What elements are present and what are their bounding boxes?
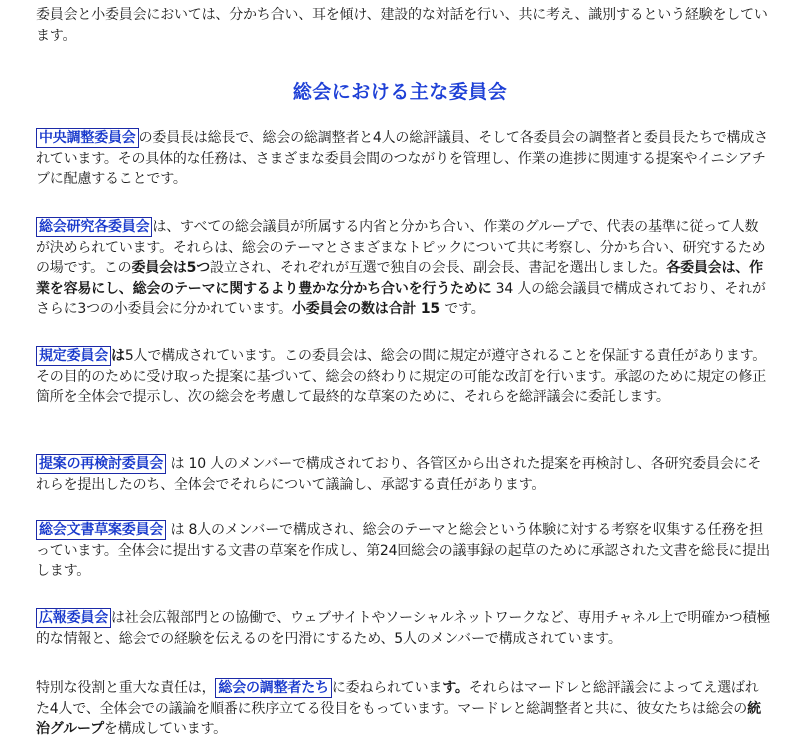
committee-link-central[interactable]: 中央調整委員会 <box>36 128 139 148</box>
bold-text: 小委員会の数は合計 15 <box>292 301 440 317</box>
committee-proposals <box>36 454 772 495</box>
committee-text: は 10 人のメンバーで構成されており、各管区から出された提案を再検討し、各研究委員会にそれらを提出したのち、全体会でそれらについて議論し、承認する責任があります。 <box>36 456 762 493</box>
intro-paragraph: 委員会と小委員会においては、分かち合い、耳を傾け、建設的な対話を行い、共に考え、識別するという経験をしています。 <box>36 7 768 44</box>
bold-text: す。 <box>442 680 469 696</box>
committee-rules <box>36 346 772 408</box>
closing-text: それらはマードレと総評議会によってえ選ばれた4人で、全体会での議論を順番に秩序立てる役目をもっています。マードレと総調整者と共に、彼女たちは総会の <box>36 680 759 717</box>
committee-text: は 8人のメンバーで構成され、総会のテーマと総会という体験に対する考察を収集する任務を担っています。全体会に提出する文書の草案を作成し、第24回総会の議事録の起草のために承認された文書を総長に提出します。 <box>36 522 770 579</box>
bold-text: 委員会は5つ <box>131 260 211 276</box>
committee-text: です。 <box>439 301 485 317</box>
bold-text: 統治グループ <box>36 700 761 737</box>
closing-text: 特別な役割と重大な責任は， <box>36 680 216 696</box>
committee-communications <box>36 608 772 649</box>
bold-text: は <box>111 348 125 364</box>
committee-link-proposals[interactable]: 提案の再検討委員会 <box>36 454 166 474</box>
committee-text: は社会広報部門との協働で、ウェブサイトやソーシャルネットワークなど、専用チャネル上で明確かつ積極的な情報と、総会での経験を伝えるのを円滑にするため、5人のメンバーで構成されています。 <box>36 610 771 647</box>
committee-text: の委員長は総長で、総会の総調整者と4人の総評議員、そして各委員会の調整者と委員長たちで構成されています。その具体的な任務は、さまざまな委員会間のつながりを管理し、作業の進捗に関連する提案やイニシアチブに配慮することです。 <box>36 130 768 187</box>
bold-text: 各委員会は、作業を容易にし、総会のテーマに関するより豊かな分かち合いを行うために <box>36 260 763 297</box>
committee-text: は、すべての総会議員が所属する内省と分かち合い、作業のグループで、代表の基準に従って人数が決められています。それらは、総会のテーマとさまざまなトピックについて共に考察し、分かち合い、研究するための場です。この <box>36 219 766 276</box>
closing-paragraph <box>36 678 772 740</box>
committee-text: 34 人の総会議員で構成されており、それがさらに3つの小委員会に分かれています。 <box>36 280 766 317</box>
committee-link-communications[interactable]: 広報委員会 <box>36 608 111 628</box>
committee-text: 設立され、それぞれが互選で独自の会長、副会長、書記を選出しました。 <box>210 260 667 276</box>
section-heading: 総会における主な委員会 <box>292 81 508 103</box>
committee-link-research[interactable]: 総会研究各委員会 <box>36 217 152 237</box>
committee-document-draft <box>36 520 772 582</box>
committee-link-rules[interactable]: 規定委員会 <box>36 346 111 366</box>
committee-text: 5人で構成されています。この委員会は、総会の間に規定が遵守されることを保証する責任があります。その目的のために受け取った提案に基づいて、総会の終わりに規定の可能な改訂を行います。承認のために規定の修正箇所を全体会で提示し、次の総会を考慮して最終的な草案のために、それらを総評議会に委託します。 <box>36 348 767 405</box>
committee-research <box>36 217 772 320</box>
committee-central <box>36 128 772 190</box>
coordinators-link[interactable]: 総会の調整者たち <box>215 678 331 698</box>
closing-text: を構成しています。 <box>103 721 227 737</box>
committee-link-document-draft[interactable]: 総会文書草案委員会 <box>36 520 166 540</box>
closing-text: に委ねられていま <box>331 680 443 696</box>
